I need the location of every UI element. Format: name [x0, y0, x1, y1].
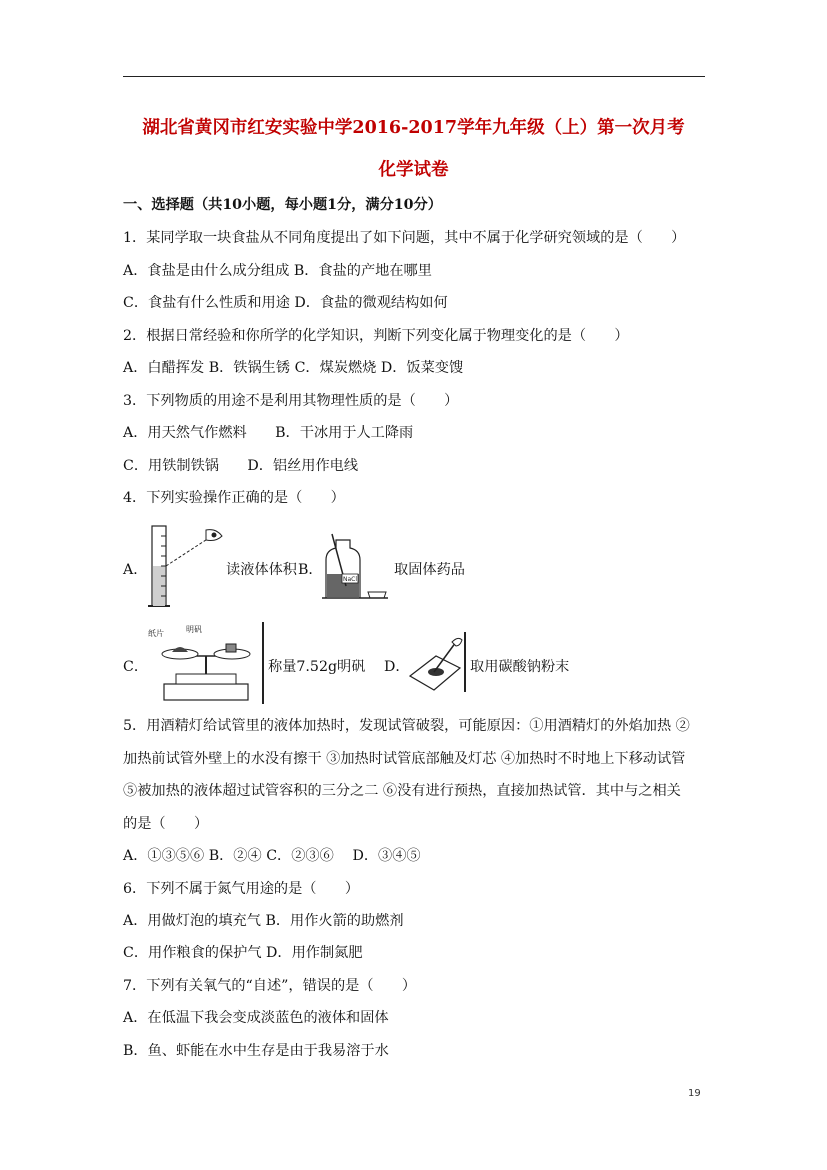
q4-text-a: 读液体体积	[226, 562, 297, 578]
q6-options-cd: C．用作粮食的保护气 D．用作制氮肥	[123, 945, 363, 961]
spatula-paper-icon	[406, 632, 468, 694]
q5-line3: ⑤被加热的液体超过试管容积的三分之二 ⑥没有进行预热，直接加热试管．其中与之相关	[123, 783, 681, 799]
q3-stem: 3．下列物质的用途不是利用其物理性质的是（ ）	[123, 393, 459, 409]
fig-b-label: NaCl	[343, 576, 358, 583]
q4-text-c: 称量7.52g明矾	[268, 659, 366, 675]
q5-line2: 加热前试管外壁上的水没有擦干 ③加热时试管底部触及灯芯 ④加热时不时地上下移动试管	[123, 751, 686, 767]
q3-options-ab: A．用天然气作燃料 B．干冰用于人工降雨	[123, 425, 414, 441]
q4-text-d: 取用碳酸钠粉末	[470, 659, 570, 675]
q4-text-b: 取固体药品	[394, 562, 465, 578]
header-rule	[123, 76, 705, 77]
q6-stem: 6．下列不属于氮气用途的是（ ）	[123, 881, 360, 897]
q1-stem: 1．某同学取一块食盐从不同角度提出了如下问题，其中不属于化学研究领域的是（ ）	[123, 230, 686, 246]
section-heading: 一、选择题（共10小题，每小题1分，满分10分）	[123, 197, 442, 213]
q5-line4: 的是（ ）	[123, 816, 209, 832]
q4-stem: 4．下列实验操作正确的是（ ）	[123, 490, 345, 506]
q4-label-c: C．	[123, 659, 149, 675]
fig-c-label-top: 明矾	[186, 625, 202, 634]
q4-label-b: B．	[298, 562, 323, 578]
q7-option-b: B．鱼、虾能在水中生存是由于我易溶于水	[123, 1043, 389, 1059]
q1-options-ab: A．食盐是由什么成分组成 B．食盐的产地在哪里	[123, 263, 432, 279]
fig-c-label-left: 纸片	[148, 629, 164, 638]
page-subtitle: 化学试卷	[378, 160, 449, 180]
reagent-bottle-icon	[320, 528, 392, 602]
balance-scale-icon	[146, 622, 266, 706]
q1-options-cd: C．食盐有什么性质和用途 D．食盐的微观结构如何	[123, 295, 448, 311]
q4-label-d: D．	[384, 659, 410, 675]
q7-stem: 7．下列有关氧气的“自述”，错误的是（ ）	[123, 978, 417, 994]
q2-options: A．白醋挥发 B．铁锅生锈 C．煤炭燃烧 D．饭菜变馊	[123, 360, 464, 376]
q7-option-a: A．在低温下我会变成淡蓝色的液体和固体	[123, 1010, 389, 1026]
page-title: 湖北省黄冈市红安实验中学2016-2017学年九年级（上）第一次月考	[142, 118, 685, 138]
q6-options-ab: A．用做灯泡的填充气 B．用作火箭的助燃剂	[123, 913, 404, 929]
q5-options: A．①③⑤⑥ B．②④ C．②③⑥ D．③④⑤	[123, 848, 421, 864]
q5-line1: 5．用酒精灯给试管里的液体加热时，发现试管破裂，可能原因：①用酒精灯的外焰加热 ②	[123, 718, 690, 734]
q4-label-a: A．	[123, 562, 148, 578]
q3-options-cd: C．用铁制铁锅 D．铝丝用作电线	[123, 458, 359, 474]
graduated-cylinder-icon	[146, 522, 224, 612]
page-number: 19	[688, 1088, 701, 1099]
q2-stem: 2．根据日常经验和你所学的化学知识，判断下列变化属于物理变化的是（ ）	[123, 328, 629, 344]
